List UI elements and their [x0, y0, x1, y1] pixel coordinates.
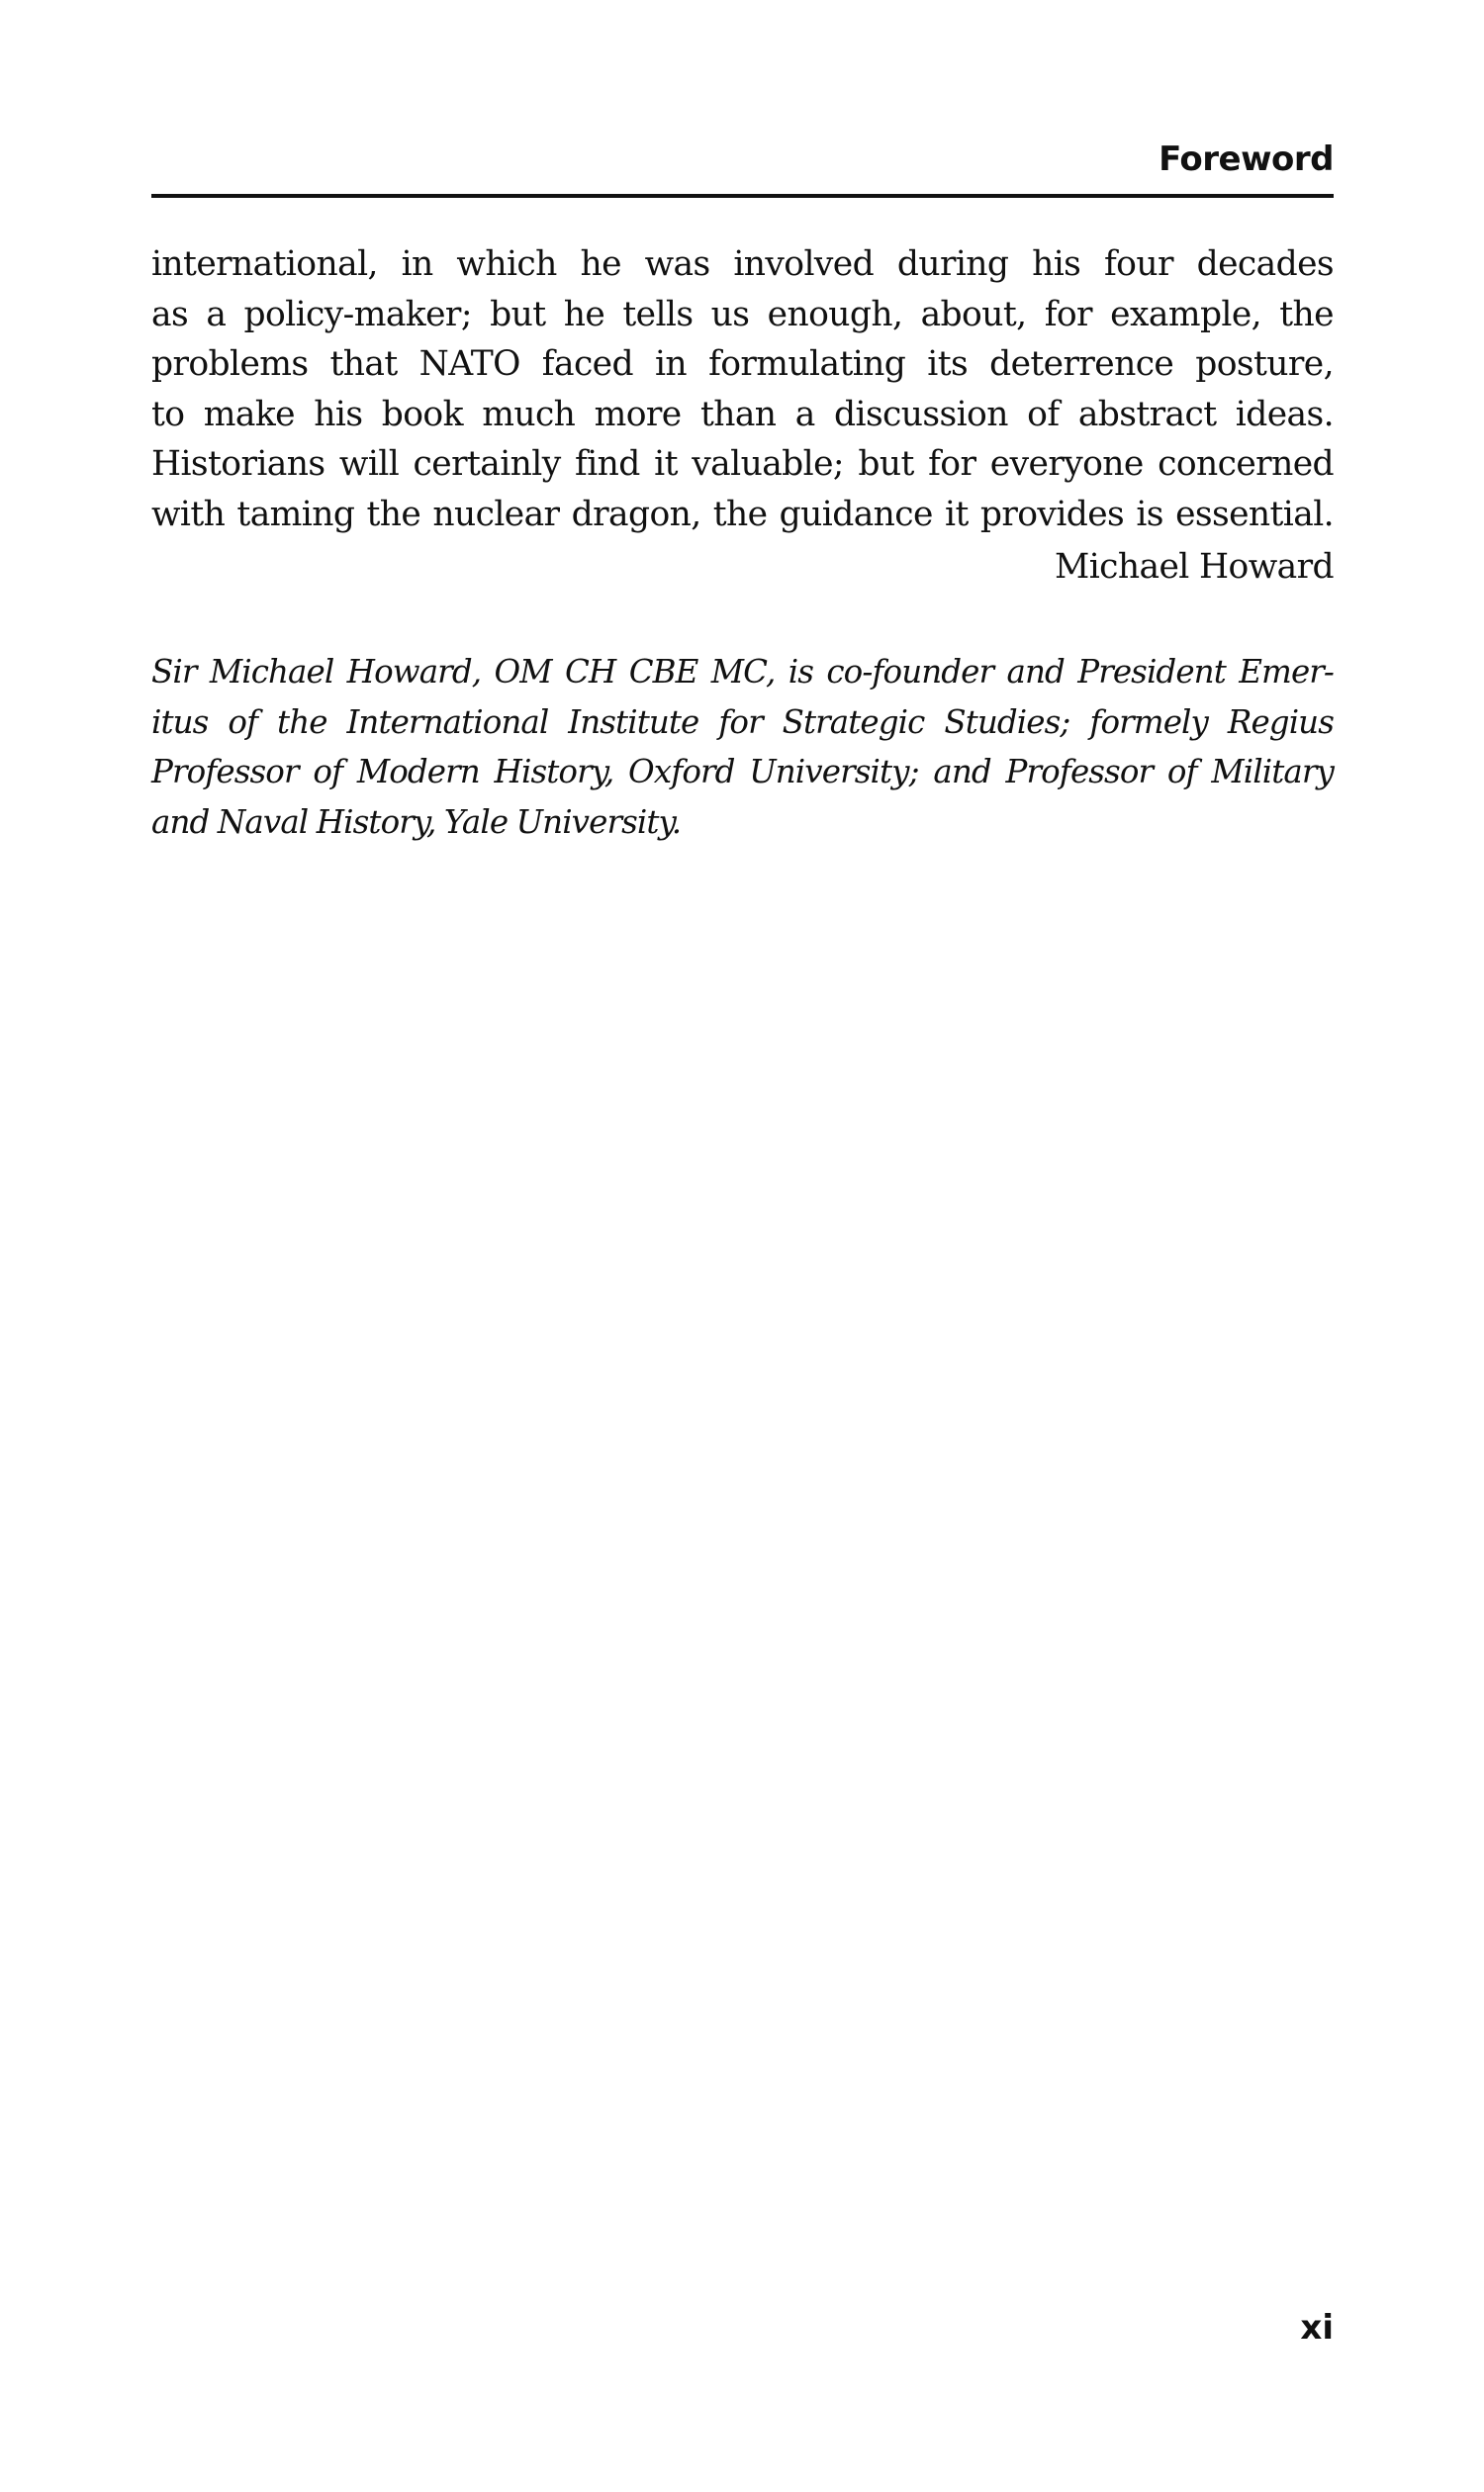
body-line: with taming the nuclear dragon, the guidance it provides is essential.	[151, 494, 1334, 534]
body-line: Historians will certainly find it valuable; but for everyone concerned	[151, 444, 1334, 484]
header-rule	[151, 194, 1334, 198]
body-line: as a policy-maker; but he tells us enough, about, for example, the	[151, 294, 1334, 334]
bio-line: and Naval History, Yale University.	[151, 802, 682, 841]
page-number: xi	[1300, 2308, 1334, 2348]
body-line: problems that NATO faced in formulating its deterrence posture,	[151, 344, 1334, 384]
bio-line: Sir Michael Howard, OM CH CBE MC, is co-founder and President Emer-	[151, 653, 1334, 691]
body-line: to make his book much more than a discussion of abstract ideas.	[151, 394, 1334, 434]
body-paragraph	[151, 239, 1334, 539]
bio-line: Professor of Modern History, Oxford University; and Professor of Military	[151, 753, 1334, 790]
author-bio	[151, 647, 1334, 847]
running-head-title: Foreword	[1159, 139, 1334, 179]
bio-line: itus of the International Institute for Strategic Studies; formely Regius	[151, 702, 1334, 741]
body-line: international, in which he was involved during his four decades	[151, 244, 1334, 284]
author-signature: Michael Howard	[1054, 547, 1334, 587]
